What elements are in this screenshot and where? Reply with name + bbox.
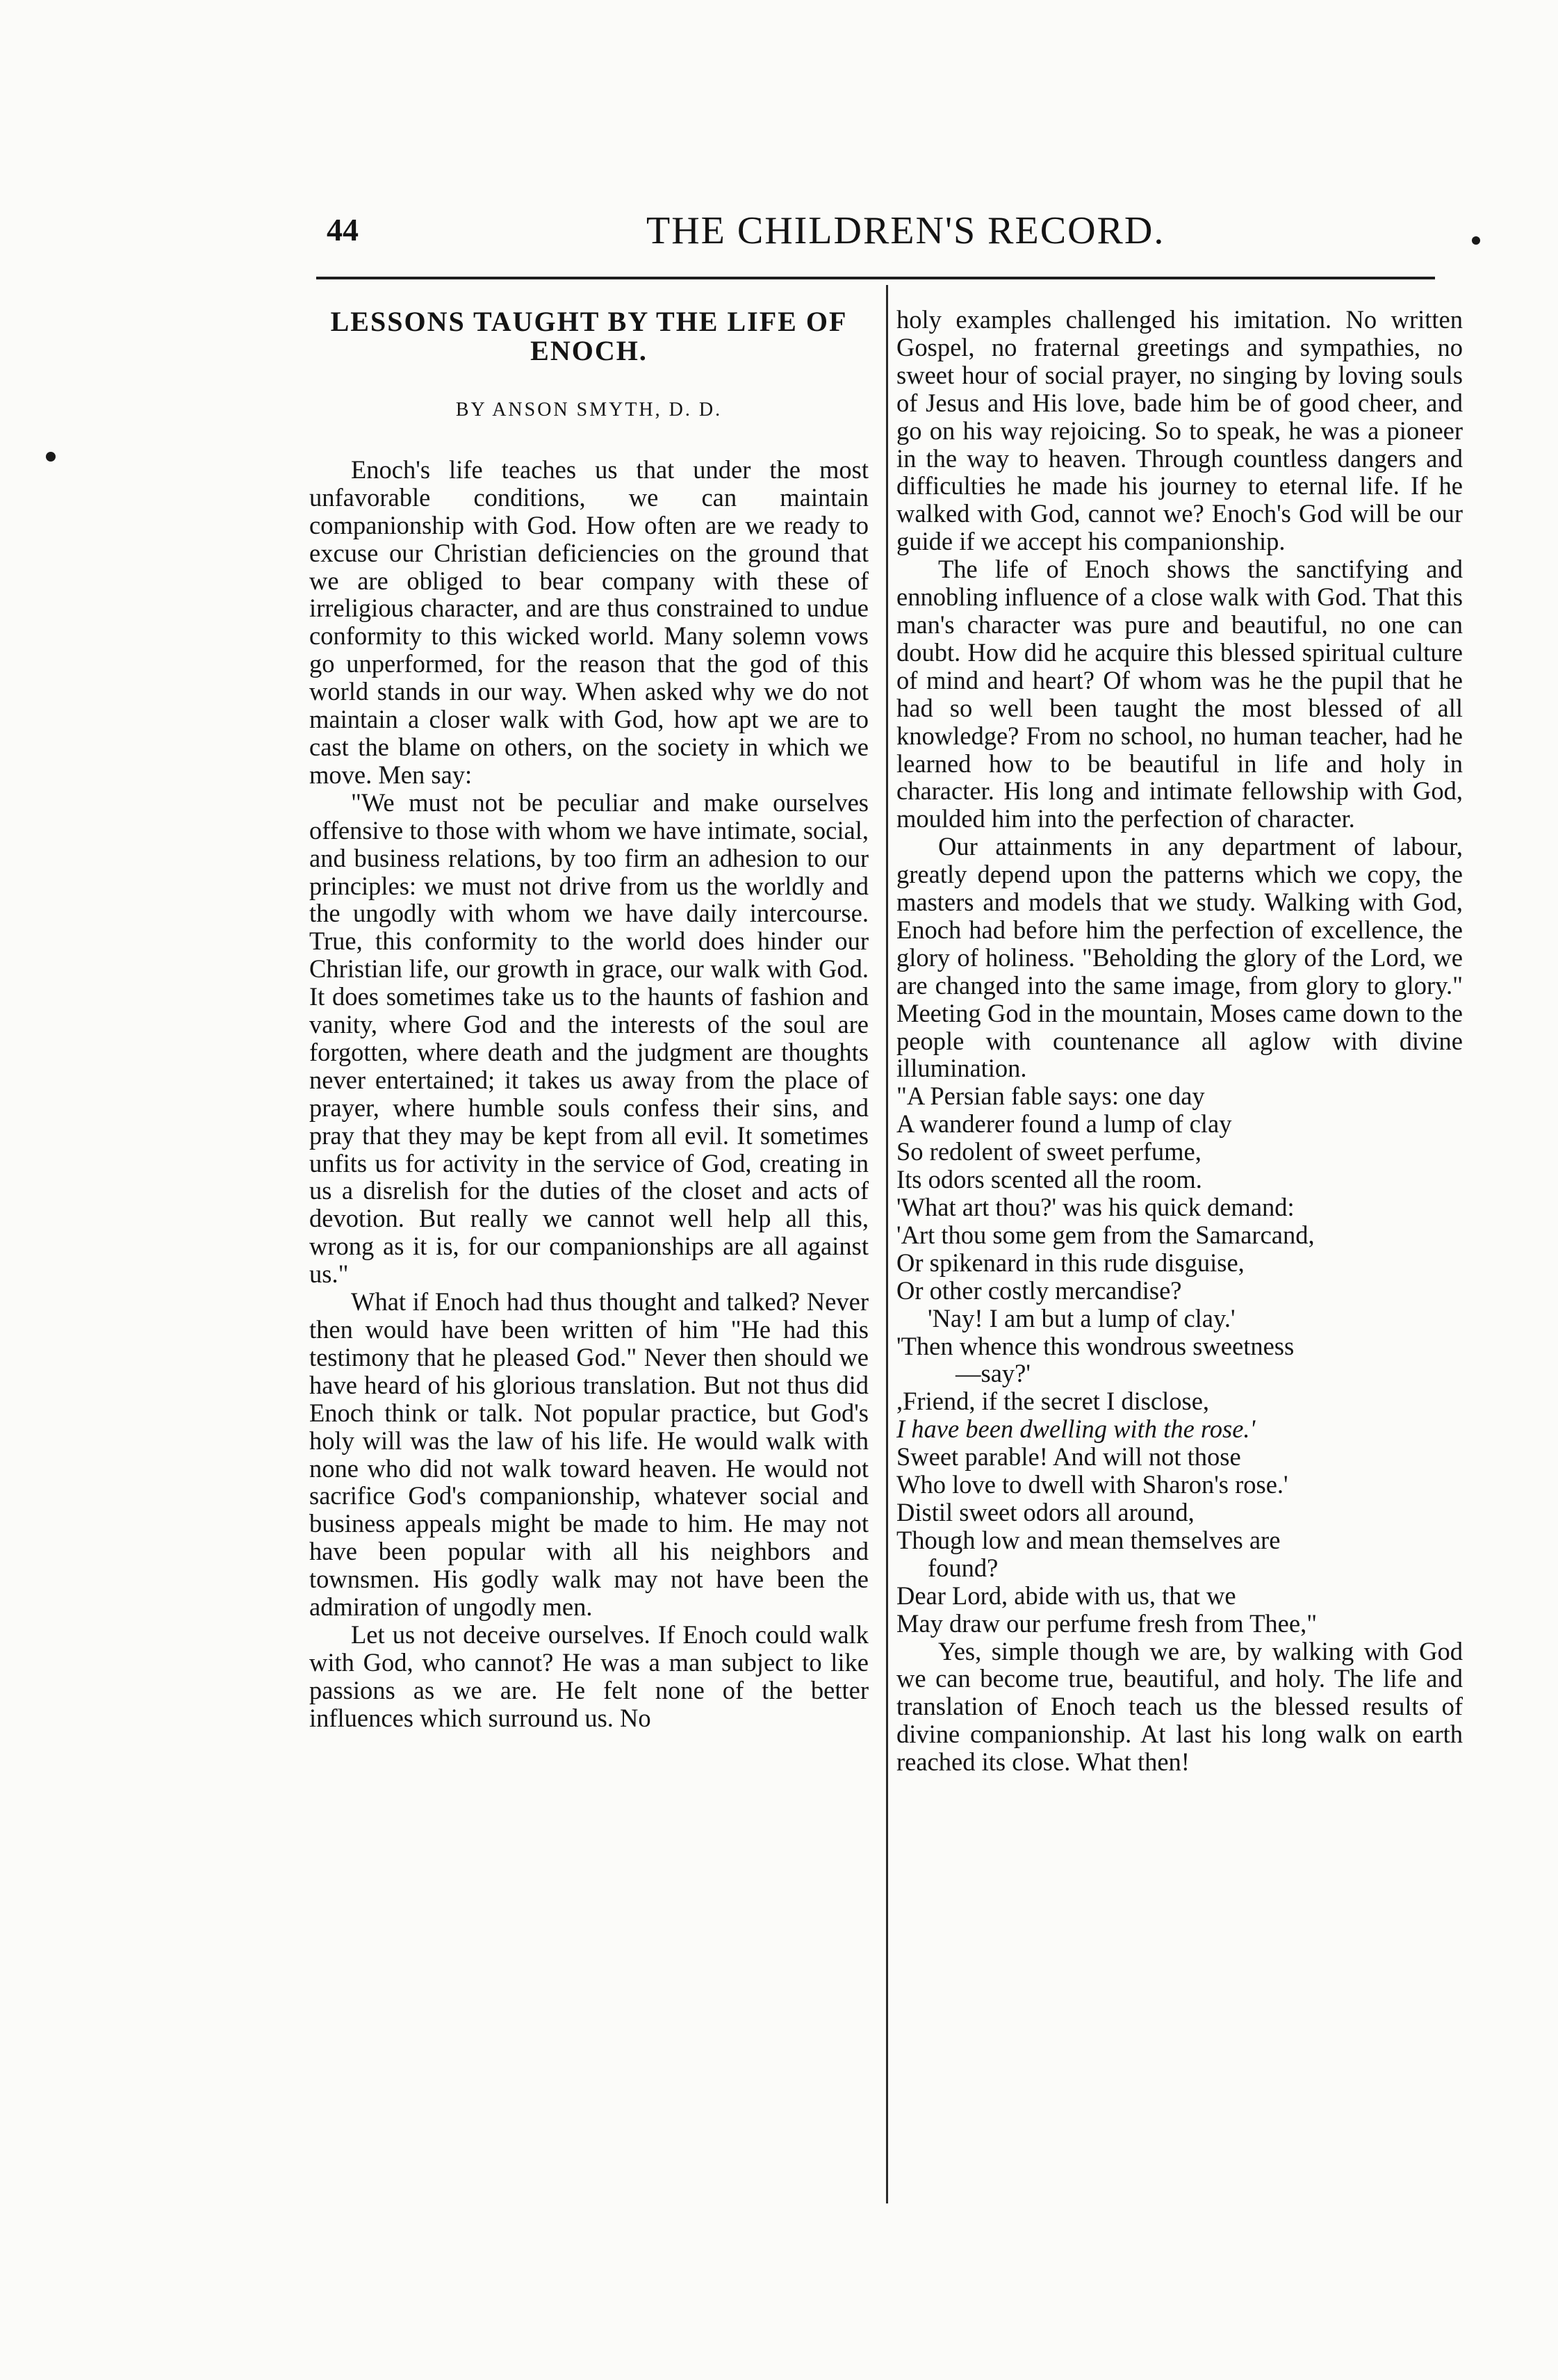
poem-line: found? [928, 1553, 999, 1582]
paragraph: Our attainments in any department of labour, greatly depend upon the patterns which we copy, the masters and models that we study. Walking with God, Enoch had before him the perfection of excellence, the glory of holiness. "Beholding the glory of the Lord, we are changed into the same image, from glory to glory." Meeting God in the mountain, Moses came down to the people with countenance all aglow with divine illumination. [896, 832, 1463, 1083]
paragraph: holy examples challenged his imitation. No written Gospel, no fraternal greetings and sympathies, no sweet hour of social prayer, no singing by loving souls of Jesus and His love, bade him be of good cheer, and go on his way rejoicing. So to speak, he was a pioneer in the way to heaven. Through countless dangers and difficulties he made his journey to eternal life. If he walked with God, cannot we? Enoch's God will be our guide if we accept his companionship. [896, 305, 1463, 556]
poem-line: Distil sweet odors all around, [896, 1497, 1195, 1526]
poem-line: Though low and mean themselves are [896, 1525, 1281, 1554]
poem-line: 'Then whence this wondrous sweetness [896, 1331, 1295, 1360]
poem-line: "A Persian fable says: one day [896, 1082, 1205, 1111]
poem-line: Who love to dwell with Sharon's rose.' [896, 1470, 1288, 1499]
paragraph: Enoch's life teaches us that under the most unfavorable conditions, we can maintain companionship with God. How often are we ready to excuse our Christian deficiencies on the ground that we are obliged to bear company with these of irreligious character, and are thus constrained to undue conformity to this wicked world. Many solemn vows go unperformed, for the reason that the god of this world stands in our way. When asked why we do not maintain a closer walk with God, how apt we are to cast the blame on others, on the society in which we move. Men say: [309, 455, 869, 789]
poem-line: May draw our perfume fresh from Thee," [896, 1608, 1318, 1638]
left-column [309, 306, 869, 1732]
poem [896, 1082, 1463, 1637]
paragraph: "We must not be peculiar and make ourselves offensive to those with whom we have intimate, social, and business relations, by too firm an adhesion to our principles: we must not drive from us the worldly and the ungodly with whom we have daily intercourse. True, this conformity to the world does hinder our Christian life, our growth in grace, our walk with God. It does sometimes take us to the haunts of fashion and vanity, where God and the interests of the soul are forgotten, where death and the judgment are thoughts never entertained; it takes us away from the place of prayer, where humble souls confess their sins, and pray that they may be kept from all evil. It sometimes unfits us for activity in the service of God, creating in us a disrelish for the duties of the closet and acts of devotion. But really we cannot well help all this, wrong as it is, for our companionships are all against us." [309, 788, 869, 1289]
poem-line: 'Nay! I am but a lump of clay.' [928, 1303, 1236, 1332]
margin-speck [46, 452, 56, 462]
margin-speck [1472, 236, 1480, 245]
byline: BY ANSON SMYTH, D. D. [455, 399, 723, 421]
poem-line: —say?' [956, 1359, 1031, 1388]
poem-line: 'What art thou?' was his quick demand: [896, 1193, 1295, 1221]
article-title: LESSONS TAUGHT BY THE LIFE OF ENOCH. [330, 306, 848, 366]
poem-line: Dear Lord, abide with us, that we [896, 1581, 1236, 1610]
paragraph: Let us not deceive ourselves. If Enoch could walk with God, who cannot? He was a man subject to like passions as we are. He felt none of the better influences which surround us. No [309, 1620, 869, 1732]
poem-line: ,Friend, if the secret I disclose, [896, 1387, 1210, 1416]
paragraph: Yes, simple though we are, by walking with God we can become true, beautiful, and holy. The life and translation of Enoch teach us the blessed results of divine companionship. At last his long walk on earth reached its close. What then! [896, 1636, 1463, 1777]
page-header [327, 209, 1466, 264]
poem-line: A wanderer found a lump of clay [896, 1109, 1232, 1139]
poem-line: 'Art thou some gem from the Samarcand, [896, 1220, 1315, 1249]
header-rule [316, 277, 1435, 279]
poem-line: Or spikenard in this rude disguise, [896, 1248, 1245, 1277]
poem-line: So redolent of sweet perfume, [896, 1137, 1202, 1166]
paragraph: What if Enoch had thus thought and talked? Never then would have been written of him "He had this testimony that he pleased God." Never then should we have heard of his glorious translation. But not thus did Enoch think or talk. Not popular practice, but God's holy will was the law of his life. He would walk with none who did not walk toward heaven. He would not sacrifice God's companionship, whatever social and business appeals might be made to him. He may not have been popular with all his neighbors and townsmen. His godly walk may not have been the admiration of ungodly men. [309, 1287, 869, 1622]
right-column [896, 306, 1463, 1776]
poem-line: I have been dwelling with the rose.' [896, 1415, 1256, 1444]
running-title: THE CHILDREN'S RECORD. [646, 209, 1165, 252]
poem-line: Or other costly mercandise? [896, 1275, 1182, 1305]
page-number: 44 [327, 212, 359, 247]
paragraph: The life of Enoch shows the sanctifying and ennobling influence of a close walk with God. That this man's character was pure and beautiful, no one can doubt. How did he acquire this blessed spiritual culture of mind and heart? Of whom was he the pupil that he had so well been taught the most blessed of all knowledge? From no school, no human teacher, had he learned how to be beautiful in life and holy in character. His long and intimate fellowship with God, moulded him into the perfection of character. [896, 555, 1463, 833]
poem-line: Sweet parable! And will not those [896, 1442, 1241, 1472]
column-rule [886, 285, 888, 2203]
poem-line: Its odors scented all the room. [896, 1165, 1202, 1194]
